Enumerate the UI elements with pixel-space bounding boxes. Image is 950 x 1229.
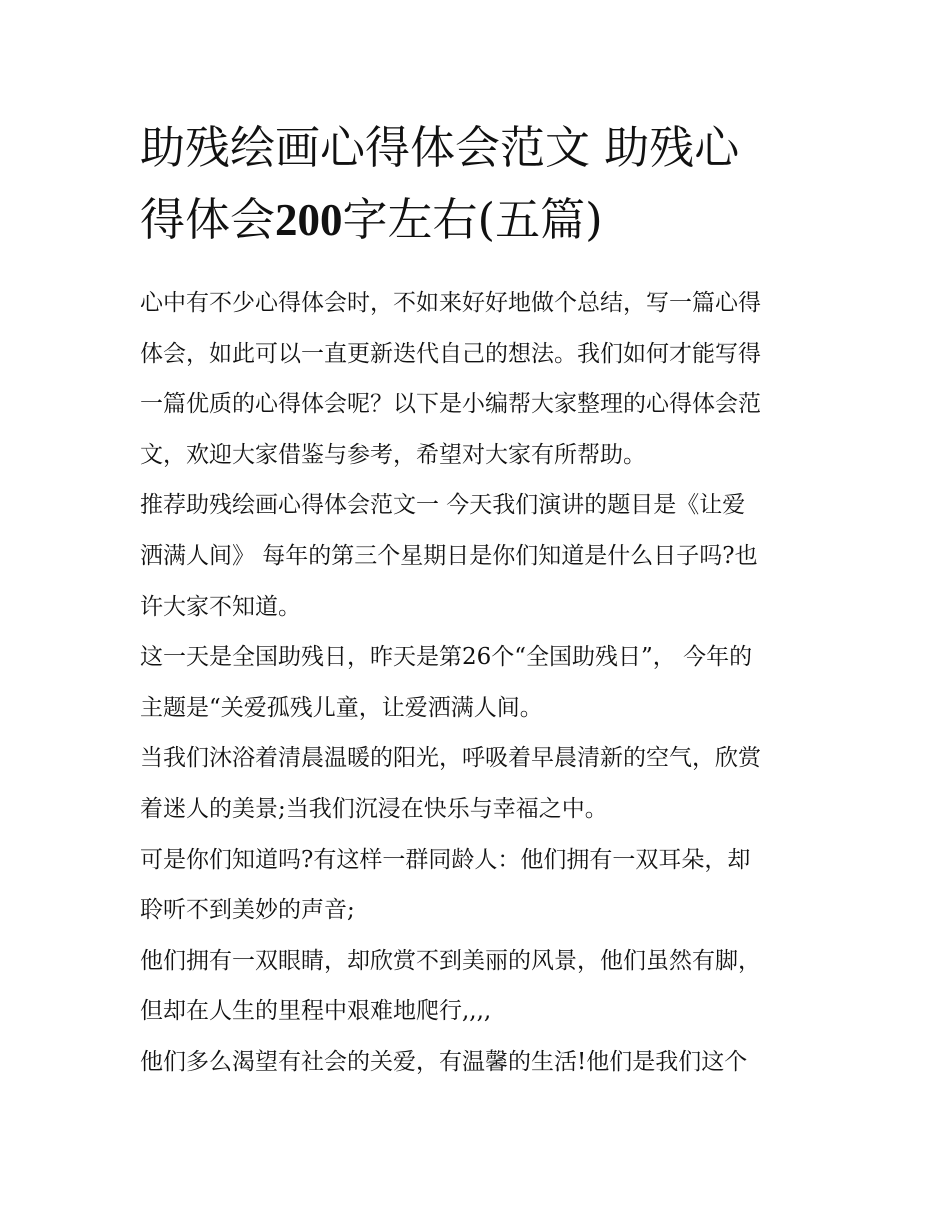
body-line: 文，欢迎大家借鉴与参考，希望对大家有所帮助。 (140, 441, 646, 468)
body-line: 洒满人间》 每年的第三个星期日是你们知道是什么日子吗?也 (140, 542, 758, 569)
body-line: 这一天是全国助残日，昨天是第26个“全国助残日”， 今年的 (140, 644, 753, 671)
body-line: 他们拥有一双眼睛，却欣赏不到美丽的风景，他们虽然有脚， (140, 947, 761, 974)
body-line: 聆听不到美妙的声音; (140, 897, 355, 924)
body-line: 可是你们知道吗?有这样一群同龄人：他们拥有一双耳朵，却 (140, 846, 751, 873)
body-line: 心中有不少心得体会时，不如来好好地做个总结，写一篇心得 (140, 290, 761, 316)
body-line: 许大家不知道。 (140, 593, 301, 620)
body-line: 主题是“关爱孤残儿童，让爱洒满人间。 (140, 694, 543, 721)
title-line-1: 助残绘画心得体会范文 助残心 (140, 121, 740, 174)
document-body (140, 278, 820, 1088)
body-line: 当我们沐浴着清晨温暖的阳光，呼吸着早晨清新的空气，欣赏 (140, 745, 761, 772)
body-line: 体会，如此可以一直更新迭代自己的想法。我们如何才能写得 (140, 340, 761, 367)
title-number: 200 (275, 195, 343, 245)
body-line: 推荐助残绘画心得体会范文一 今天我们演讲的题目是《让爱 (140, 492, 746, 519)
body-line: 一篇优质的心得体会呢？以下是小编帮大家整理的心得体会范 (140, 391, 761, 418)
document-title (140, 112, 820, 256)
body-line: 着迷人的美景;当我们沉浸在快乐与幸福之中。 (140, 795, 608, 822)
body-line: 但却在人生的里程中艰难地爬行,,,, (140, 998, 492, 1025)
body-line: 他们多么渴望有社会的关爱，有温馨的生活!他们是我们这个 (140, 1048, 748, 1075)
title-line-2: 得体会200字左右(五篇) (140, 193, 603, 246)
